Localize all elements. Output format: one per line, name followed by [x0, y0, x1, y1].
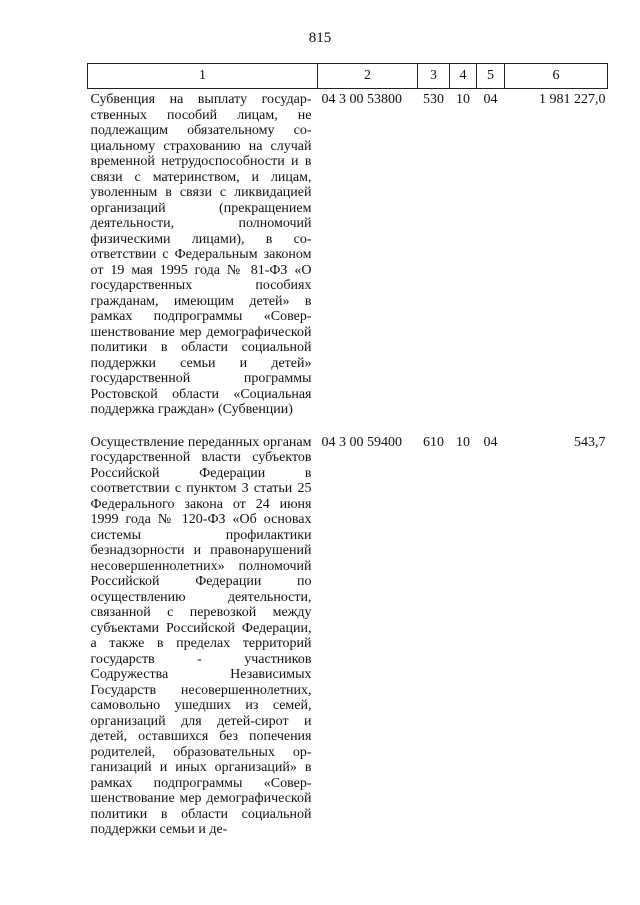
column-header-name: 1: [88, 64, 318, 89]
row-section: 10: [456, 92, 470, 107]
row-amount: 543,7: [574, 434, 606, 450]
row-section: 10: [456, 434, 470, 450]
row-description: Осуществление переданных органам государственной власти субъектов Российской Федерации в соответствии с пунктом 3 статьи 25 Федерального закона от 24 июня 1999 года № 120-ФЗ «Об основах системы профилактики безнадзорности и правонарушений несовершеннолетних» полномочий Российской Федерации по осуществлению деятельности, связанной с перевозкой между субъектами Российской Федерации, а также в пределах территорий государств - участников Содружества Независимых Государств несовершеннолетних, самовольно ушедших из семей, организаций для детей-сирот и детей, оставшихся без попечения родителей, образовательных организаций и иных организаций» в рамках подпрограммы «Совершенствование мер демографической политики в области социальной поддержки семьи и де-: [90, 434, 312, 837]
column-header-pr: 5: [477, 64, 505, 89]
budget-table: [87, 63, 608, 838]
row-subsection: 04: [483, 434, 498, 450]
row-target-article: 04 3 00 59400: [321, 434, 402, 450]
row-subsection: 04: [483, 92, 498, 107]
column-header-sum: 6: [505, 64, 608, 89]
column-header-csr: 2: [318, 64, 418, 89]
page-number: 815: [308, 30, 332, 46]
row-expense-type: 530: [423, 92, 444, 107]
header-row: [88, 64, 608, 89]
table-row: [88, 431, 608, 838]
table-body: [88, 89, 608, 838]
column-header-vr: 3: [418, 64, 450, 89]
row-expense-type: 610: [423, 434, 444, 450]
table-row: [88, 89, 608, 431]
column-header-rz: 4: [450, 64, 477, 89]
row-target-article: 04 3 00 53800: [321, 92, 402, 107]
row-amount: 1 981 227,0: [539, 92, 606, 107]
table-header: [88, 64, 608, 89]
row-description: Субвенция на выплату государственных пособий лицам, не подлежащим обязательному социальному страхованию на случай временной нетрудоспособности и в связи с материнством, и лицам, уволенным в связи с ликвидацией организаций (прекращением деятельности, полномочий физическими лицами), в соответствии с Федеральным законом от 19 мая 1995 года № 81-ФЗ «О государственных пособиях гражданам, имеющим детей» в рамках подпрограммы «Совершенствование мер демографической политики в области социальной поддержки семьи и детей» государственной программы Ростовской области «Социальная поддержка граждан» (Субвенции): [90, 92, 312, 417]
